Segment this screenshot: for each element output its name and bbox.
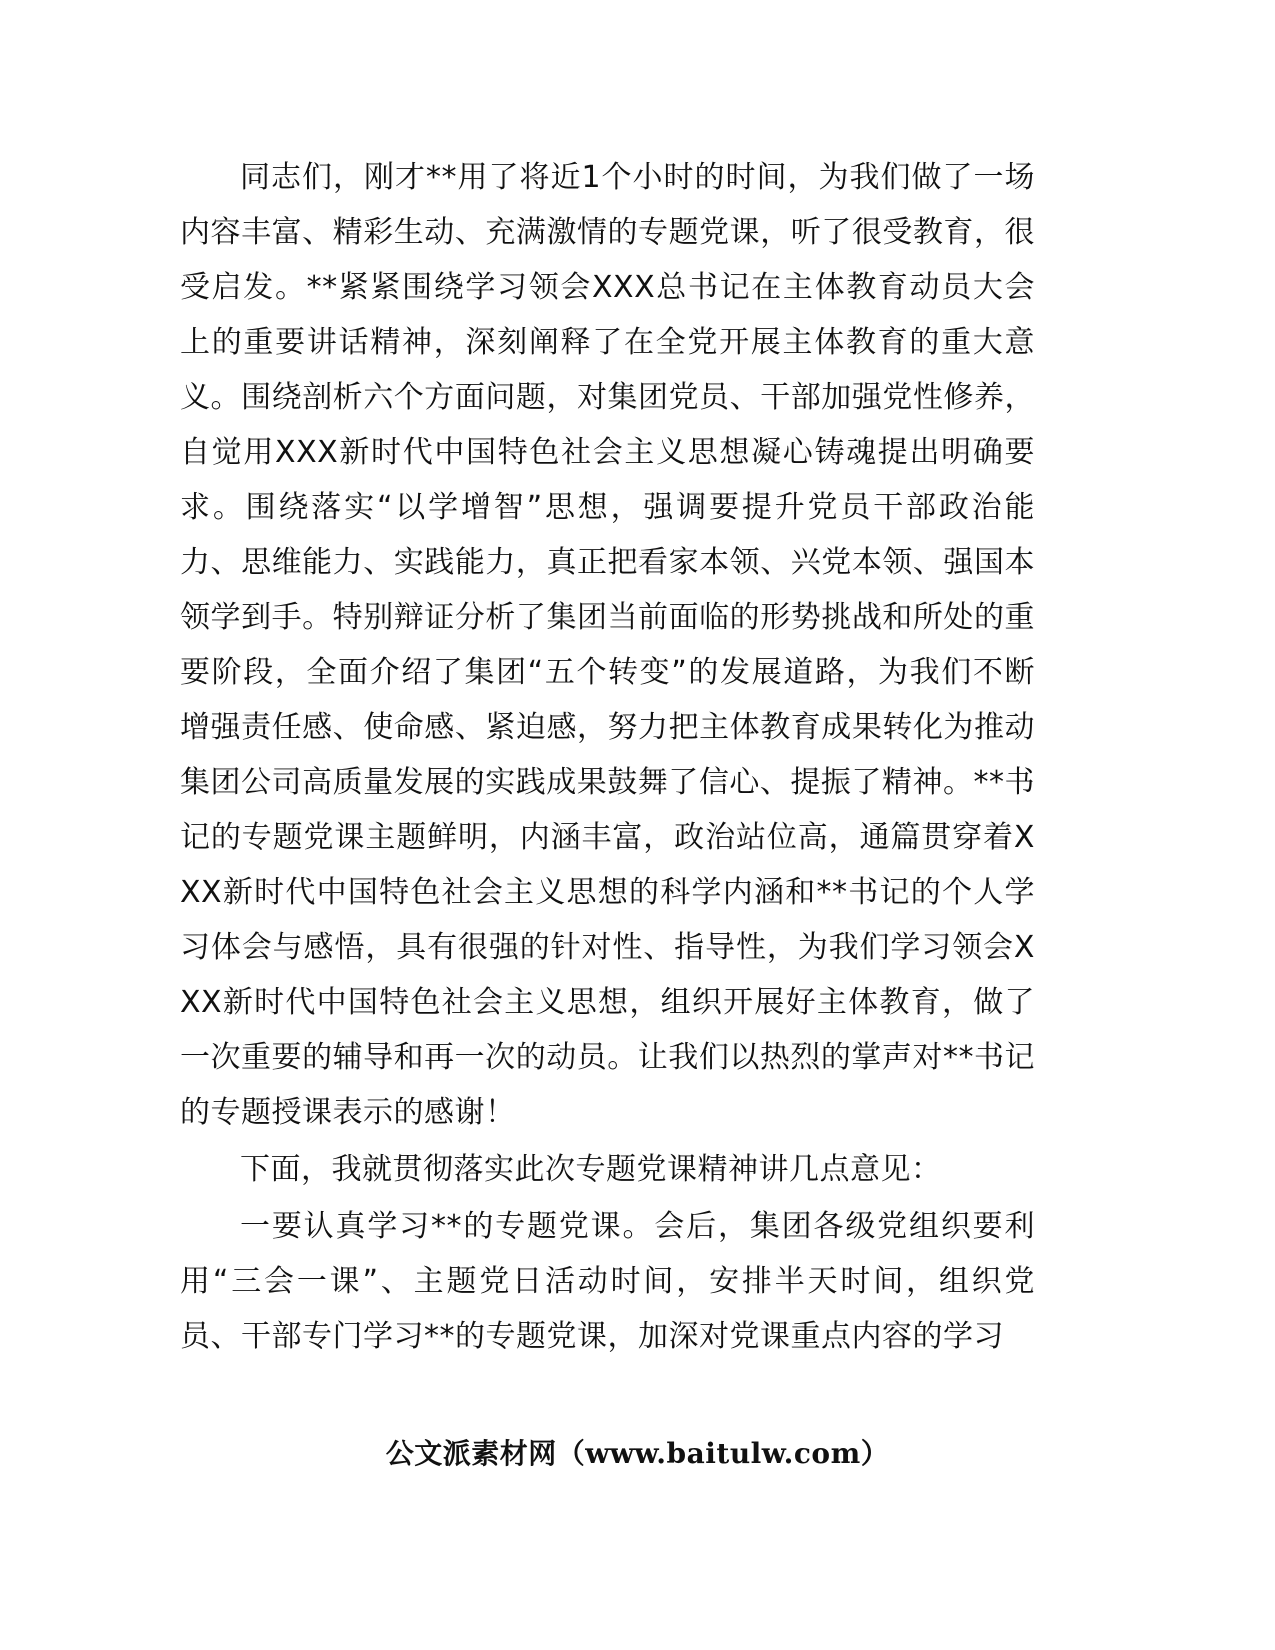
paragraph-point-one: 一要认真学习**的专题党课。会后，集团各级党组织要利用“三会一课”、主题党日活动时间，安排半天时间，组织党员、干部专门学习**的专题党课，加深对党课重点内容的学习: [180, 1209, 1035, 1354]
footer-watermark-text: 公文派素材网（www.baitulw.com）: [385, 1437, 890, 1470]
paragraph-intro-opinions: 下面，我就贯彻落实此次专题党课精神讲几点意见：: [240, 1152, 942, 1187]
document-body: [180, 150, 1035, 1364]
paragraph-opening-remarks: 同志们，刚才**用了将近1个小时的时间，为我们做了一场内容丰富、精彩生动、充满激情的专题党课，听了很受教育，很受启发。**紧紧围绕学习领会XXX总书记在主体教育动员大会上的重要讲话精神，深刻阐释了在全党开展主体教育的重大意义。围绕剖析六个方面问题，对集团党员、干部加强党性修养，自觉用XXX新时代中国特色社会主义思想凝心铸魂提出明确要求。围绕落实“以学增智”思想，强调要提升党员干部政治能力、思维能力、实践能力，真正把看家本领、兴党本领、强国本领学到手。特别辩证分析了集团当前面临的形势挑战和所处的重要阶段，全面介绍了集团“五个转变”的发展道路，为我们不断增强责任感、使命感、紧迫感，努力把主体教育成果转化为推动集团公司高质量发展的实践成果鼓舞了信心、提振了精神。**书记的专题党课主题鲜明，内涵丰富，政治站位高，通篇贯穿着XXX新时代中国特色社会主义思想的科学内涵和**书记的个人学习体会与感悟，具有很强的针对性、指导性，为我们学习领会XXX新时代中国特色社会主义思想，组织开展好主体教育，做了一次重要的辅导和再一次的动员。让我们以热烈的掌声对**书记的专题授课表示的感谢！: [180, 160, 1035, 1130]
